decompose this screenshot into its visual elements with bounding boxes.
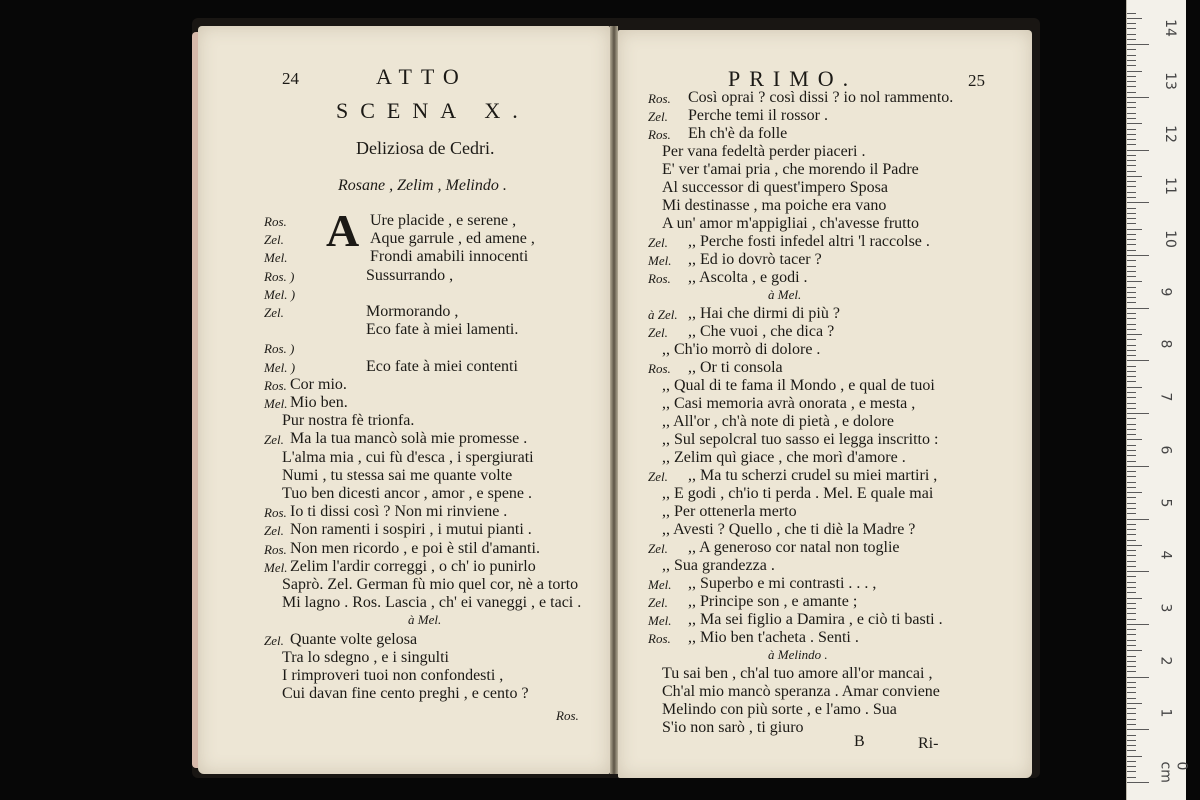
ruler-tick bbox=[1127, 566, 1136, 567]
verse-line: Ure placide , e serene , bbox=[370, 212, 517, 229]
ruler-tick bbox=[1127, 329, 1136, 330]
ruler-tick bbox=[1127, 292, 1136, 293]
stage-direction: à Mel. bbox=[768, 287, 802, 302]
ruler-tick bbox=[1127, 144, 1136, 145]
ruler-tick bbox=[1127, 561, 1136, 562]
ruler-tick bbox=[1127, 661, 1136, 662]
ruler-tick bbox=[1127, 260, 1136, 261]
verse-line: ,, Ascolta , e godi . bbox=[688, 269, 808, 286]
ruler-tick bbox=[1127, 60, 1136, 61]
running-head-left: ATTO bbox=[376, 64, 468, 89]
verse-line: Eco fate à miei contenti bbox=[366, 357, 518, 375]
ruler-tick bbox=[1127, 434, 1136, 435]
ruler-tick bbox=[1127, 155, 1136, 156]
ruler-tick bbox=[1127, 171, 1136, 172]
book-gutter bbox=[610, 26, 618, 774]
ruler-tick bbox=[1127, 107, 1136, 108]
ruler-label: 0 cm bbox=[1157, 761, 1190, 783]
ruler-label: 14 bbox=[1161, 19, 1178, 38]
ruler-tick bbox=[1127, 429, 1136, 430]
ruler-tick bbox=[1127, 540, 1136, 541]
ruler-tick bbox=[1127, 782, 1149, 783]
ruler-tick bbox=[1127, 735, 1136, 736]
ruler-tick bbox=[1127, 139, 1136, 140]
ruler-tick bbox=[1127, 97, 1149, 98]
ruler-tick bbox=[1127, 761, 1136, 762]
ruler-tick bbox=[1127, 287, 1136, 288]
ruler-tick bbox=[1127, 387, 1142, 388]
ruler-tick bbox=[1127, 756, 1142, 757]
ruler-label: 5 bbox=[1157, 498, 1174, 507]
ruler-tick bbox=[1127, 234, 1136, 235]
ruler-tick bbox=[1127, 713, 1136, 714]
ruler-tick bbox=[1127, 503, 1136, 504]
verse-line: ,, Or ti consola bbox=[688, 359, 783, 376]
ruler-tick bbox=[1127, 123, 1142, 124]
speaker-label: Ros. bbox=[264, 214, 287, 229]
verse-line: ,, Casi memoria avrà onorata , e mesta , bbox=[662, 395, 916, 412]
verse-line: Io ti dissi così ? Non mi rinviene . bbox=[290, 503, 508, 521]
ruler-tick bbox=[1127, 150, 1149, 151]
ruler-tick bbox=[1127, 613, 1136, 614]
verse-line: ,, Ma tu scherzi crudel su miei martiri , bbox=[688, 467, 938, 484]
ruler-tick bbox=[1127, 244, 1136, 245]
ruler-tick bbox=[1127, 71, 1142, 72]
speaker-label: Zel. bbox=[648, 595, 668, 610]
ruler-label: 11 bbox=[1161, 177, 1178, 196]
verse-line: ,, A generoso cor natal non toglie bbox=[688, 539, 900, 556]
ruler-tick bbox=[1127, 339, 1136, 340]
ruler-tick bbox=[1127, 461, 1136, 462]
ruler-tick bbox=[1127, 682, 1136, 683]
ruler-tick bbox=[1127, 165, 1136, 166]
verse-line: Cui davan fine cento preghi , e cento ? bbox=[282, 685, 529, 703]
ruler-tick bbox=[1127, 65, 1136, 66]
verse-line: ,, Sul sepolcral tuo sasso ei legga inscritto : bbox=[662, 431, 939, 448]
ruler-tick bbox=[1127, 466, 1149, 467]
ruler-tick bbox=[1127, 413, 1149, 414]
ruler-tick bbox=[1127, 44, 1149, 45]
ruler-tick bbox=[1127, 745, 1136, 746]
ruler-tick bbox=[1127, 529, 1136, 530]
ruler-tick bbox=[1127, 687, 1136, 688]
ruler-tick bbox=[1127, 76, 1136, 77]
ruler-tick bbox=[1127, 550, 1136, 551]
ruler-tick bbox=[1127, 777, 1136, 778]
ruler-tick bbox=[1127, 297, 1136, 298]
verse-line: ,, Zelim quì giace , che morì d'amore . bbox=[662, 449, 906, 466]
ruler-tick bbox=[1127, 455, 1136, 456]
character-list: Rosane , Zelim , Melindo . bbox=[338, 177, 507, 194]
ruler-tick bbox=[1127, 271, 1136, 272]
verse-line: ,, Ed io dovrò tacer ? bbox=[688, 251, 822, 268]
verse-line: ,, Avesti ? Quello , che ti diè la Madre ? bbox=[662, 521, 916, 538]
ruler-label: 6 bbox=[1157, 445, 1174, 455]
ruler-tick bbox=[1127, 677, 1149, 678]
ruler-tick bbox=[1127, 250, 1136, 251]
ruler-tick bbox=[1127, 397, 1136, 398]
ruler-tick bbox=[1127, 13, 1136, 14]
verse-line: Non ramenti i sospiri , i mutui pianti . bbox=[290, 521, 532, 539]
speaker-label: Mel. bbox=[648, 613, 672, 628]
ruler-tick bbox=[1127, 524, 1136, 525]
ruler-label: 1 bbox=[1157, 708, 1174, 718]
verse-line: Numi , tu stessa sai me quante volte bbox=[282, 466, 513, 484]
ruler-tick bbox=[1127, 186, 1136, 187]
page-number-right: 25 bbox=[968, 71, 985, 90]
verse-line: Al successor di quest'impero Sposa bbox=[662, 179, 888, 196]
verse-line: A un' amor m'appigliai , ch'avesse frutto bbox=[662, 215, 920, 232]
ruler-tick bbox=[1127, 534, 1136, 535]
ruler-tick bbox=[1127, 508, 1136, 509]
right-page bbox=[618, 30, 1032, 778]
speaker-label: Zel. bbox=[264, 305, 284, 320]
verse-line: Cor mio. bbox=[290, 375, 347, 393]
ruler-tick bbox=[1127, 86, 1136, 87]
ruler-tick bbox=[1127, 418, 1136, 419]
speaker-label: Zel. bbox=[264, 523, 284, 539]
verse-line: Zelim l'ardir correggi , o ch' io punirlo bbox=[290, 557, 536, 575]
ruler-tick bbox=[1127, 371, 1136, 372]
verse-line: ,, Ma sei figlio a Damira , e ciò ti basti . bbox=[688, 611, 943, 628]
ruler-tick bbox=[1127, 555, 1136, 556]
ruler-tick bbox=[1127, 403, 1136, 404]
verse-line: Tu sai ben , ch'al tuo amore all'or mancai , bbox=[662, 665, 933, 682]
stage-direction: à Melindo . bbox=[768, 647, 828, 662]
verse-line: Saprò. Zel. German fù mio quel cor, nè a torto bbox=[282, 576, 579, 593]
ruler-label: 3 bbox=[1157, 603, 1174, 613]
ruler-tick bbox=[1127, 18, 1142, 19]
ruler-tick bbox=[1127, 102, 1136, 103]
ruler-tick bbox=[1127, 318, 1136, 319]
ruler-tick bbox=[1127, 313, 1136, 314]
speaker-label: Mel. ) bbox=[264, 286, 296, 302]
ruler-tick bbox=[1127, 218, 1136, 219]
ruler-tick bbox=[1127, 334, 1142, 335]
speaker-label: Ros. bbox=[648, 127, 671, 142]
ruler-tick bbox=[1127, 445, 1136, 446]
catchword-left: Ros. bbox=[556, 708, 579, 723]
ruler-tick bbox=[1127, 750, 1136, 751]
speaker-label: Ros. bbox=[648, 91, 671, 106]
ruler-tick bbox=[1127, 608, 1136, 609]
ruler-label: 13 bbox=[1161, 71, 1178, 90]
ruler-tick bbox=[1127, 603, 1136, 604]
ruler-tick bbox=[1127, 129, 1136, 130]
speaker-label: Ros. bbox=[264, 505, 287, 521]
verse-line: ,, Ch'io morrò di dolore . bbox=[662, 341, 821, 358]
speaker-label: Ros. bbox=[648, 271, 671, 286]
verse-line: Pur nostra fè trionfa. bbox=[282, 412, 415, 430]
measuring-ruler bbox=[1126, 0, 1190, 800]
verse-line: Mio ben. bbox=[290, 394, 348, 411]
ruler-tick bbox=[1127, 39, 1136, 40]
ruler-tick bbox=[1127, 381, 1136, 382]
ruler-tick bbox=[1127, 181, 1136, 182]
ruler-label: 4 bbox=[1157, 550, 1174, 560]
ruler-tick bbox=[1127, 113, 1136, 114]
verse-line: ,, Superbo e mi contrasti . . . , bbox=[688, 575, 877, 592]
speaker-label: Ros. bbox=[648, 361, 671, 376]
speaker-label: Mel. bbox=[264, 396, 288, 411]
verse-line: Quante volte gelosa bbox=[290, 630, 418, 648]
ruler-tick bbox=[1127, 698, 1136, 699]
left-page bbox=[198, 26, 610, 774]
speaker-label: Zel. bbox=[264, 232, 284, 248]
ruler-tick bbox=[1127, 28, 1136, 29]
ruler-tick bbox=[1127, 482, 1136, 483]
verse-line: ,, Sua grandezza . bbox=[662, 557, 775, 574]
running-head-right: PRIMO. bbox=[728, 66, 858, 91]
speaker-label: Mel. bbox=[264, 250, 288, 266]
ruler-tick bbox=[1127, 571, 1149, 572]
ruler-tick bbox=[1127, 450, 1136, 451]
ruler-tick bbox=[1127, 645, 1136, 646]
speaker-label: Zel. bbox=[264, 432, 284, 448]
verse-line: Tra lo sdegno , e i singulti bbox=[282, 648, 449, 666]
verse-line: E' ver t'amai pria , che morendo il Padre bbox=[662, 161, 919, 178]
ruler-tick bbox=[1127, 582, 1136, 583]
ruler-tick bbox=[1127, 408, 1136, 409]
ruler-tick bbox=[1127, 619, 1136, 620]
ruler-label: 7 bbox=[1157, 392, 1174, 402]
ruler-tick bbox=[1127, 176, 1142, 177]
drop-cap: A bbox=[326, 205, 360, 256]
ruler-tick bbox=[1127, 513, 1136, 514]
ruler-tick bbox=[1127, 729, 1149, 730]
ruler-tick bbox=[1127, 350, 1136, 351]
ruler-tick bbox=[1127, 355, 1136, 356]
ruler-label: 9 bbox=[1157, 287, 1174, 297]
ruler-tick bbox=[1127, 118, 1136, 119]
ruler-tick bbox=[1127, 666, 1136, 667]
ruler-tick bbox=[1127, 360, 1149, 361]
verse-line: Mi lagno . Ros. Lascia , ch' ei vaneggi , e taci . bbox=[282, 594, 582, 612]
ruler-tick bbox=[1127, 49, 1136, 50]
speaker-label: Zel. bbox=[648, 325, 668, 340]
ruler-tick bbox=[1127, 719, 1136, 720]
scene-setting: Deliziosa de Cedri. bbox=[356, 138, 495, 158]
speaker-label: Mel. ) bbox=[264, 359, 296, 375]
ruler-tick bbox=[1127, 650, 1142, 651]
ruler-tick bbox=[1127, 202, 1149, 203]
ruler-tick bbox=[1127, 376, 1136, 377]
speaker-label: Ros. ) bbox=[264, 341, 295, 357]
ruler-tick bbox=[1127, 703, 1142, 704]
ruler-tick bbox=[1127, 587, 1136, 588]
ruler-tick bbox=[1127, 439, 1142, 440]
ruler-tick bbox=[1127, 255, 1149, 256]
ruler-tick bbox=[1127, 239, 1136, 240]
verse-line: Eh ch'è da folle bbox=[688, 125, 788, 142]
verse-line: ,, Qual di te fama il Mondo , e qual de tuoi bbox=[662, 377, 935, 394]
ruler-tick bbox=[1127, 624, 1149, 625]
ruler-label: 8 bbox=[1157, 339, 1174, 349]
verse-line: Sussurrando , bbox=[366, 266, 454, 284]
ruler-tick bbox=[1127, 740, 1136, 741]
ruler-tick bbox=[1127, 366, 1136, 367]
open-book bbox=[192, 18, 1040, 778]
ruler-tick bbox=[1127, 266, 1136, 267]
ruler-tick bbox=[1127, 708, 1136, 709]
ruler-tick bbox=[1127, 160, 1136, 161]
ruler-label: 10 bbox=[1161, 230, 1178, 248]
ruler-tick bbox=[1127, 598, 1142, 599]
ruler-tick bbox=[1127, 592, 1136, 593]
speaker-label: Zel. bbox=[648, 469, 668, 484]
speaker-label: Mel. bbox=[648, 577, 672, 592]
verse-line: Aque garrule , ed amene , bbox=[370, 230, 535, 248]
speaker-label: à Zel. bbox=[648, 307, 678, 322]
ruler-tick bbox=[1127, 229, 1142, 230]
verse-line: Ma la tua mancò solà mie promesse . bbox=[290, 430, 528, 448]
ruler-tick bbox=[1127, 208, 1136, 209]
ruler-tick bbox=[1127, 634, 1136, 635]
page-number-left: 24 bbox=[282, 69, 299, 88]
verse-line: ,, Per ottenerla merto bbox=[662, 503, 797, 520]
ruler-tick bbox=[1127, 276, 1136, 277]
signature-mark: B bbox=[854, 733, 865, 750]
ruler-tick bbox=[1127, 34, 1136, 35]
verse-line: Mi destinasse , ma poiche era vano bbox=[662, 197, 887, 214]
ruler-tick bbox=[1127, 192, 1136, 193]
ruler-tick bbox=[1127, 629, 1136, 630]
speaker-label: Zel. bbox=[648, 109, 668, 124]
ruler-tick bbox=[1127, 81, 1136, 82]
speaker-label: Zel. bbox=[264, 632, 284, 648]
verse-line: ,, Mio ben t'acheta . Senti . bbox=[688, 629, 859, 646]
ruler-tick bbox=[1127, 766, 1136, 767]
ruler-tick bbox=[1127, 424, 1136, 425]
ruler-tick bbox=[1127, 392, 1136, 393]
ruler-tick bbox=[1127, 656, 1136, 657]
speaker-label: Zel. bbox=[648, 541, 668, 556]
verse-line: ,, Perche fosti infedel altri 'l raccolse . bbox=[688, 233, 930, 250]
ruler-tick bbox=[1127, 545, 1142, 546]
speaker-label: Ros. bbox=[264, 541, 287, 557]
verse-line: Perche temi il rossor . bbox=[688, 107, 828, 124]
ruler-tick bbox=[1127, 92, 1136, 93]
ruler-tick bbox=[1127, 476, 1136, 477]
verse-line: Eco fate à miei lamenti. bbox=[366, 321, 519, 339]
ruler-label: 2 bbox=[1157, 656, 1174, 666]
ruler-tick bbox=[1127, 497, 1136, 498]
ruler-tick bbox=[1127, 692, 1136, 693]
speaker-label: Zel. bbox=[648, 235, 668, 250]
ruler-tick bbox=[1127, 223, 1136, 224]
ruler-tick bbox=[1127, 671, 1136, 672]
ruler-tick bbox=[1127, 324, 1136, 325]
speaker-label: Mel. bbox=[264, 559, 288, 575]
ruler-tick bbox=[1127, 519, 1149, 520]
scene-title: SCENA X. bbox=[336, 98, 530, 123]
ruler-tick bbox=[1127, 492, 1142, 493]
speaker-label: Ros. ) bbox=[264, 268, 295, 284]
speaker-label: Mel. bbox=[648, 253, 672, 268]
verse-line: Ch'al mio mancò speranza . Amar conviene bbox=[662, 683, 940, 700]
ruler-tick bbox=[1127, 724, 1136, 725]
ruler-tick bbox=[1127, 302, 1136, 303]
verse-line: I rimproveri tuoi non confondesti , bbox=[282, 667, 504, 684]
verse-line: Per vana fedeltà perder piaceri . bbox=[662, 143, 866, 160]
verse-line: Frondi amabili innocenti bbox=[370, 248, 529, 266]
verse-line: L'alma mia , cui fù d'esca , i spergiurati bbox=[282, 448, 534, 466]
speaker-label: Ros. bbox=[648, 631, 671, 646]
verse-line: Tuo ben dicesti ancor , amor , e spene . bbox=[282, 485, 533, 502]
ruler-label: 12 bbox=[1161, 124, 1178, 143]
verse-line: S'io non sarò , ti giuro bbox=[662, 719, 804, 736]
catchword-right: Ri- bbox=[918, 735, 939, 752]
ruler-tick bbox=[1127, 487, 1136, 488]
ruler-tick bbox=[1127, 771, 1136, 772]
ruler-tick bbox=[1127, 576, 1136, 577]
verse-line: ,, Hai che dirmi di più ? bbox=[688, 305, 840, 322]
verse-line: Non men ricordo , e poi è stil d'amanti. bbox=[290, 539, 540, 557]
ruler-tick bbox=[1127, 213, 1136, 214]
ruler-tick bbox=[1127, 308, 1149, 309]
ruler-tick bbox=[1127, 281, 1142, 282]
verse-line: ,, E godi , ch'io ti perda . Mel. E quale mai bbox=[662, 485, 934, 502]
ruler-tick bbox=[1127, 55, 1136, 56]
speaker-label: Ros. bbox=[264, 377, 287, 393]
ruler-tick bbox=[1127, 345, 1136, 346]
verse-line: ,, All'or , ch'à note di pietà , e dolore bbox=[662, 413, 894, 430]
verse-line: ,, Principe son , e amante ; bbox=[688, 593, 858, 610]
ruler-tick bbox=[1127, 197, 1136, 198]
verse-line: Mormorando , bbox=[366, 303, 459, 320]
stage-direction: à Mel. bbox=[408, 612, 442, 628]
ruler-tick bbox=[1127, 640, 1136, 641]
ruler-tick bbox=[1127, 23, 1136, 24]
verse-line: Melindo con più sorte , e l'amo . Sua bbox=[662, 701, 897, 718]
verse-line: ,, Che vuoi , che dica ? bbox=[688, 323, 835, 340]
ruler-tick bbox=[1127, 471, 1136, 472]
verse-line: Così oprai ? così dissi ? io nol rammento. bbox=[688, 89, 954, 106]
ruler-tick bbox=[1127, 134, 1136, 135]
